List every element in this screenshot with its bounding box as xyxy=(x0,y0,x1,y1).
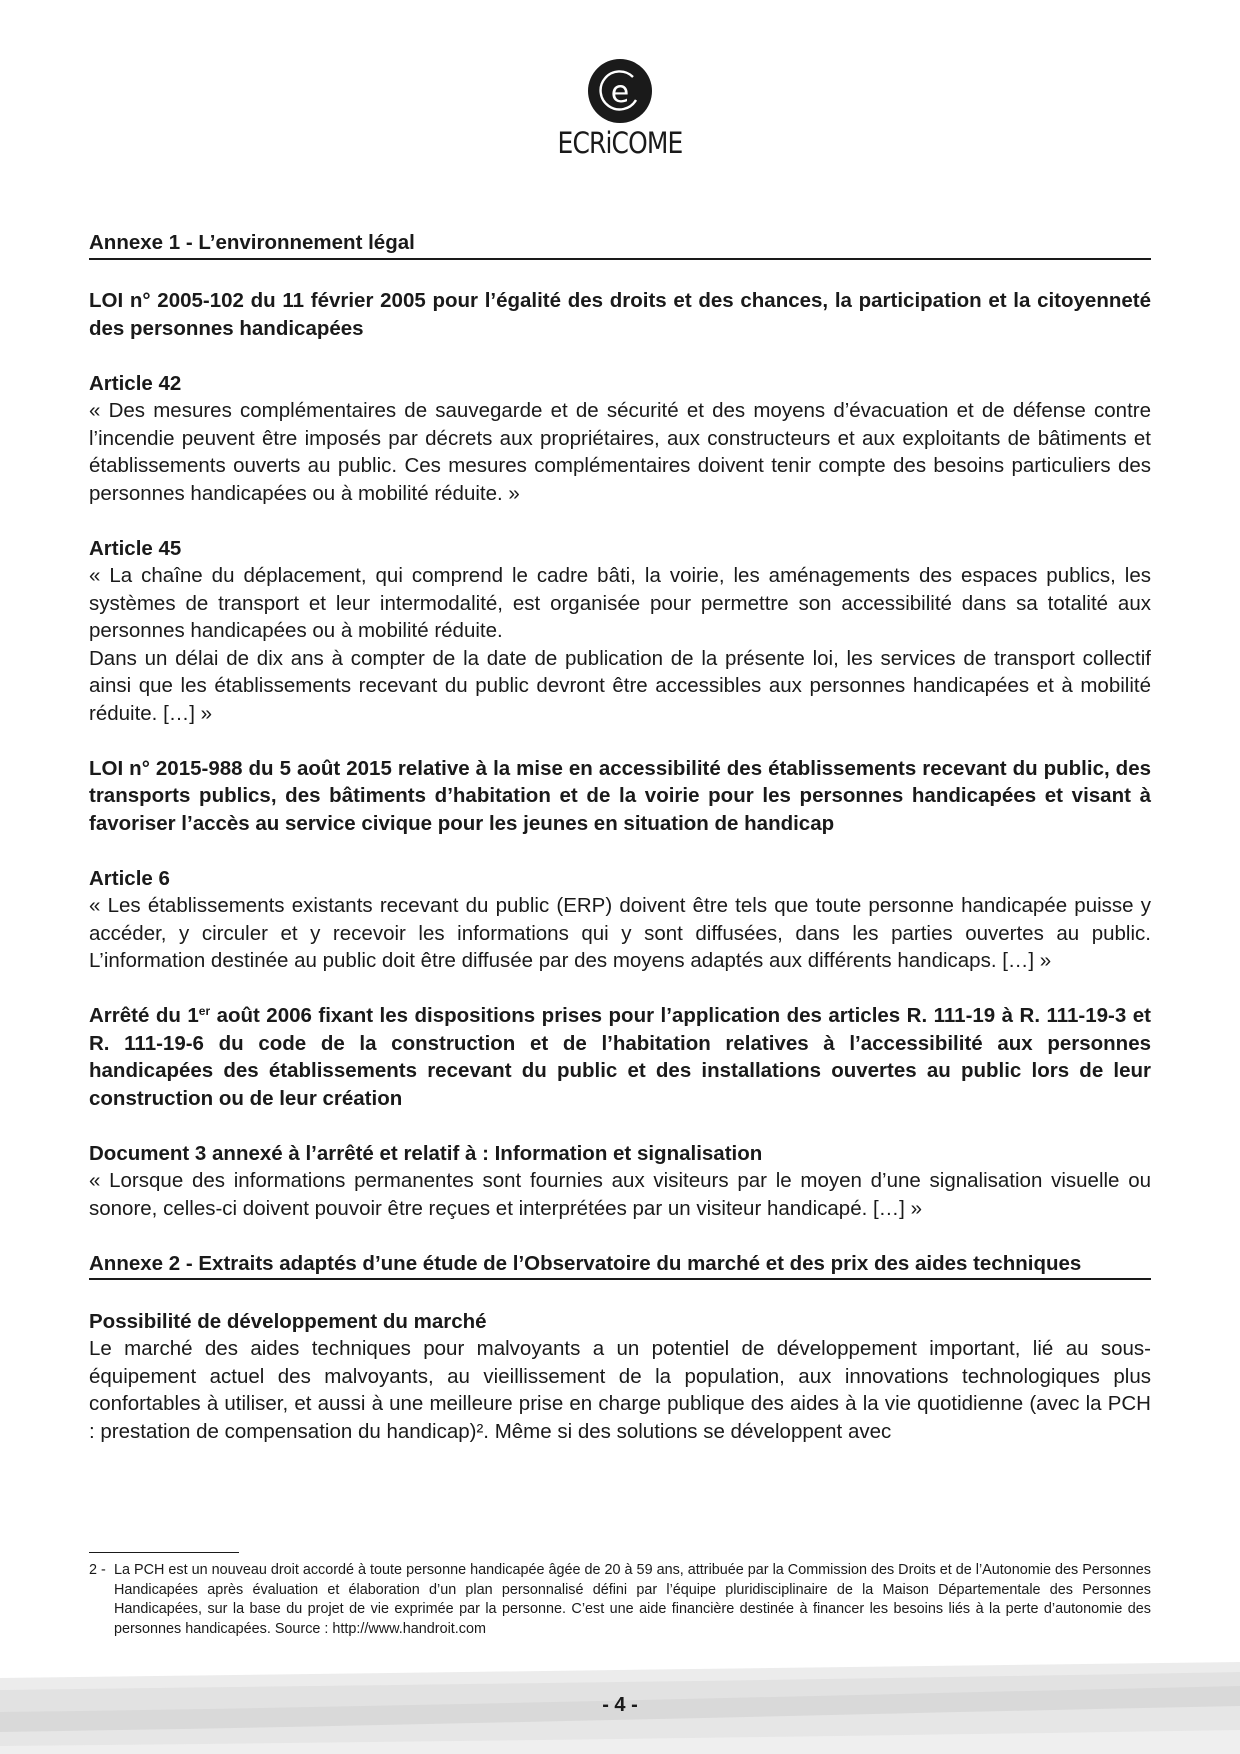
article6-heading: Article 6 xyxy=(89,866,170,890)
decree-title xyxy=(89,1002,1151,1112)
article45-text-2: Dans un délai de dix ans à compter de la date de publication de la présente loi, les services de transport collectif ainsi que les établissements recevant du public devront être accessibles aux personnes handicapées et à mobilité réduite. […] » xyxy=(89,646,1151,725)
article45-text-1: « La chaîne du déplacement, qui comprend le cadre bâti, la voirie, les aménagements des espaces publics, les systèmes de transport et leur intermodalité, est organisée pour permettre son accessibilité dans sa totalité aux personnes handicapées ou à mobilité réduite. xyxy=(89,564,1151,642)
market-development-heading: Possibilité de développement du marché xyxy=(89,1309,487,1333)
document3-text: « Lorsque des informations permanentes sont fournies aux visiteurs par le moyen d’une signalisation visuelle ou sonore, celles-ci doivent pouvoir être reçues et interprétées par un visiteur handicapé. […] » xyxy=(89,1169,1151,1220)
market-development-text: Le marché des aides techniques pour malvoyants a un potentiel de développement important, lié au sous-équipement actuel des malvoyants, au vieillissement de la population, aux innovations technologiques plus confortables à utiliser, et aussi à une meilleure prise en charge publique des aides à la vie quotidienne (avec la PCH : prestation de compensation du handicap)². Même si des solutions se développent avec xyxy=(89,1337,1151,1443)
article42-text: « Des mesures complémentaires de sauvegarde et de sécurité et des moyens d’évacuation et de défense contre l’incendie peuvent être imposés par décrets aux propriétaires, aux constructeurs et aux exploitants de bâtiments et établissements ouverts au public. Ces mesures complémentaires doivent tenir compte des besoins particuliers des personnes handicapées ou à mobilité réduite. » xyxy=(89,399,1151,505)
page-number: - 4 - xyxy=(602,1694,638,1716)
annex2-heading: Annexe 2 - Extraits adaptés d’une étude de l’Observatoire du marché et des prix des aides techniques xyxy=(89,1250,1151,1281)
logo-wordmark: ECRiCOME xyxy=(557,126,683,160)
svg-text:e: e xyxy=(610,75,630,110)
footnote-separator xyxy=(89,1552,239,1553)
article6-text: « Les établissements existants recevant du public (ERP) doivent être tels que toute personne handicapée puisse y accéder, y circuler et y recevoir les informations qui y sont diffusées, dans les parties ouvertes au public. L’information destinée au public doit être diffusée par des moyens adaptés aux différents handicaps. […] » xyxy=(89,894,1151,972)
law-2015-title: LOI n° 2015-988 du 5 août 2015 relative à la mise en accessibilité des établissements recevant du public, des transports publics, des bâtiments d’habitation et de la voirie pour les personnes handicapées et visant à favoriser l’accès au service civique pour les jeunes en situation de handicap xyxy=(89,756,1151,835)
ecricome-e-emblem-icon xyxy=(587,58,653,124)
article42-heading: Article 42 xyxy=(89,371,182,395)
ecricome-logo xyxy=(0,58,1240,160)
footnote xyxy=(89,1561,1151,1639)
footnote-text: La PCH est un nouveau droit accordé à toute personne handicapée âgée de 20 à 59 ans, attribuée par la Commission des Droits et de l’Autonomie des Personnes Handicapées après évaluation et élaboration d’un plan personnalisé défini par l’équipe pluridisciplinaire de la Maison Départementale des Personnes Handicapées, sur la base du projet de vie exprimée par la personne. C’est une aide financière destinée à financer les besoins liés à la perte d’autonomie des personnes handicapées. Source : http://www.handroit.com xyxy=(114,1562,1151,1637)
document-body xyxy=(89,229,1151,1445)
decree-title-prefix: Arrêté du 1 xyxy=(89,1004,199,1027)
decree-title-superscript: er xyxy=(198,1004,211,1018)
article45-heading: Article 45 xyxy=(89,536,182,560)
document3-heading: Document 3 annexé à l’arrêté et relatif à : Information et signalisation xyxy=(89,1141,763,1165)
annex1-heading: Annexe 1 - L’environnement légal xyxy=(89,229,1151,260)
law-2005-title: LOI n° 2005-102 du 11 février 2005 pour l’égalité des droits et des chances, la participation et la citoyenneté des personnes handicapées xyxy=(89,289,1151,340)
decree-title-rest: août 2006 fixant les dispositions prises pour l’application des articles R. 111-19 à R. 111-19-3 et R. 111-19-6 du code de la construction et de l’habitation relatives à l’accessibilité aux personnes handicapées des établissements recevant du public et des installations ouvertes au public lors de leur construction ou de leur création xyxy=(89,1004,1151,1110)
footnote-number: 2 - xyxy=(89,1562,106,1578)
